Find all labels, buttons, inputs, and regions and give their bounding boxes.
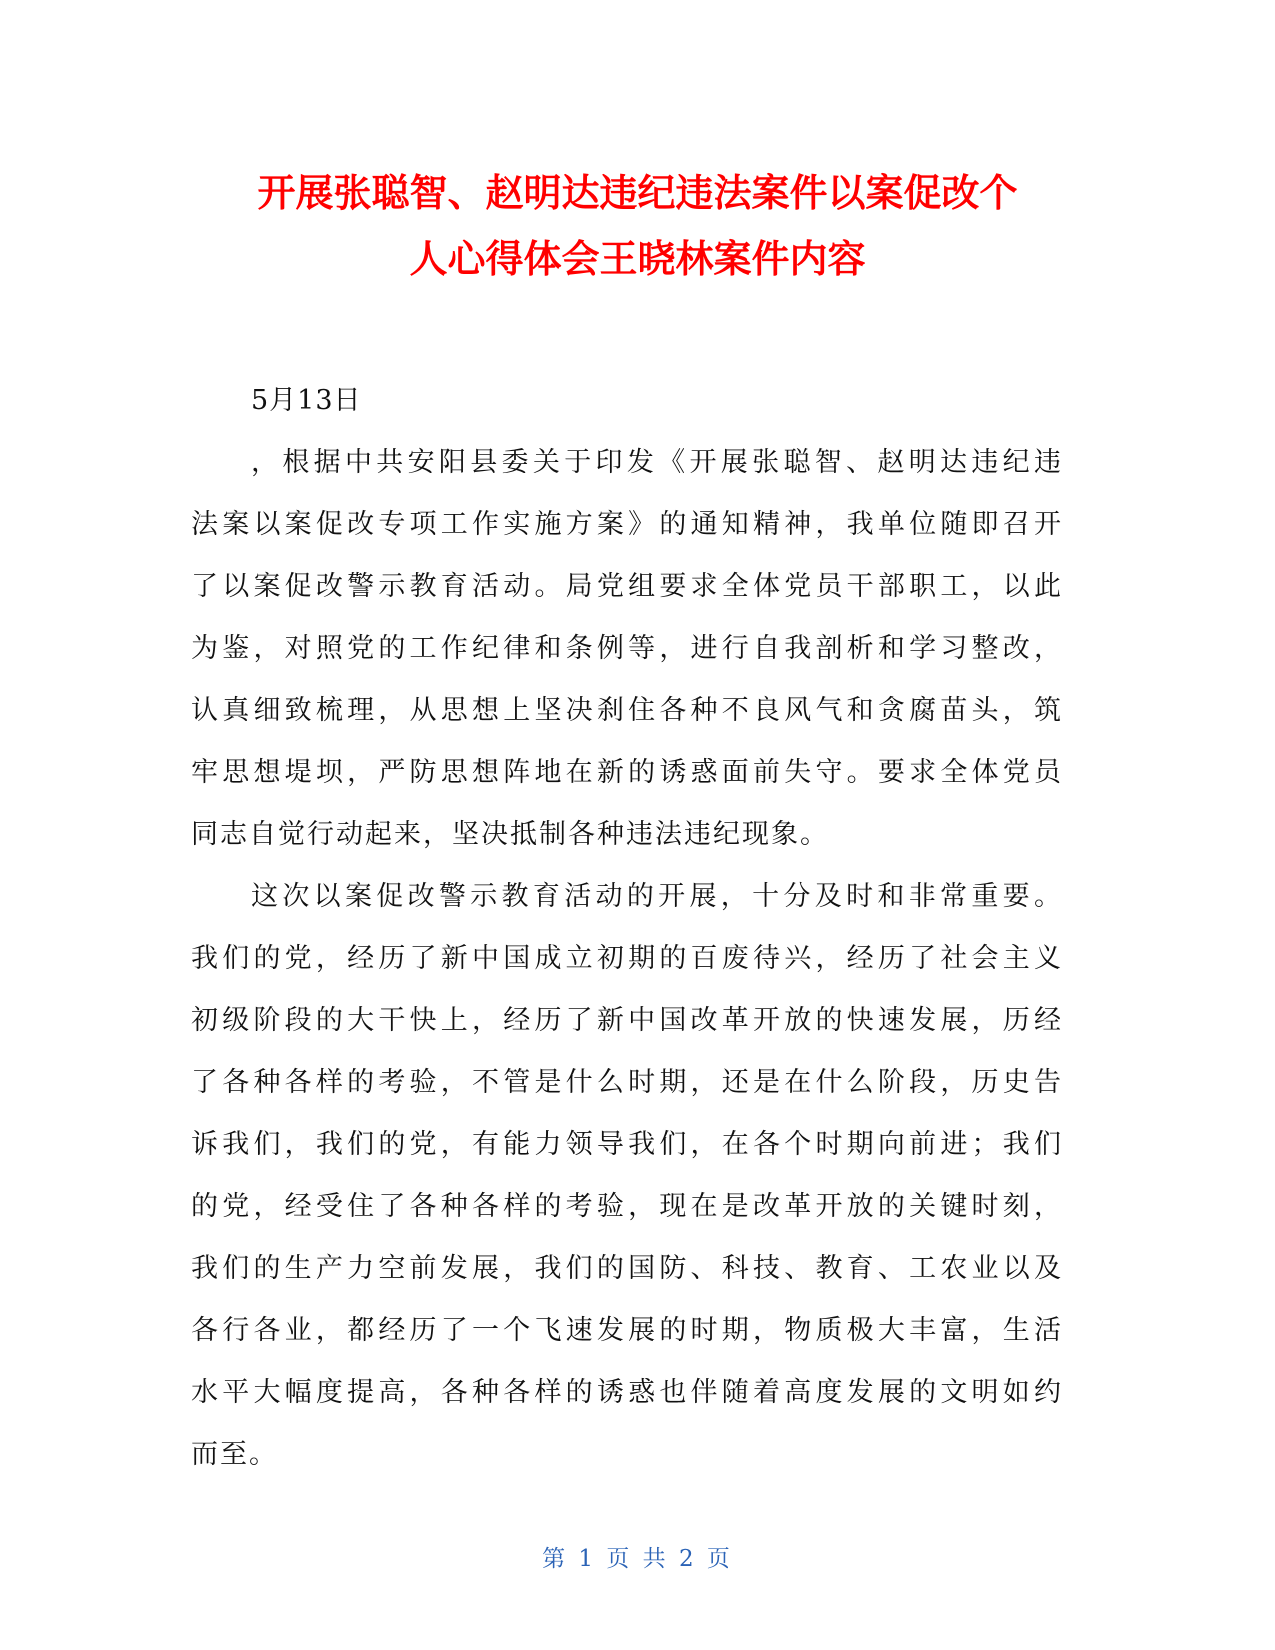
paragraph-2 bbox=[191, 866, 1063, 1486]
title-line-1: 开展张聪智、赵明达违纪违法案件以案促改个 bbox=[257, 171, 1018, 215]
paragraph-line: 我们的生产力空前发展，我们的国防、科技、教育、工农业以及 bbox=[191, 1253, 1063, 1284]
paragraph-line: 了以案促改警示教育活动。局党组要求全体党员干部职工，以此 bbox=[191, 571, 1063, 602]
paragraph-line: 各行各业，都经历了一个飞速发展的时期，物质极大丰富，生活 bbox=[191, 1315, 1063, 1346]
document-title bbox=[170, 160, 1105, 292]
paragraph-line: 了各种各样的考验，不管是什么时期，还是在什么阶段，历史告 bbox=[191, 1067, 1063, 1098]
paragraph-line: 而至。 bbox=[191, 1439, 278, 1470]
date-line: 5月13日 bbox=[251, 385, 362, 416]
paragraph-line: 水平大幅度提高，各种各样的诱惑也伴随着高度发展的文明如约 bbox=[191, 1377, 1063, 1408]
paragraph-line: 诉我们，我们的党，有能力领导我们，在各个时期向前进；我们 bbox=[191, 1129, 1063, 1160]
paragraph-line: 牢思想堤坝，严防思想阵地在新的诱惑面前失守。要求全体党员 bbox=[191, 757, 1063, 788]
document-body bbox=[191, 370, 1063, 1486]
paragraph-line: 的党，经受住了各种各样的考验，现在是改革开放的关键时刻， bbox=[191, 1191, 1063, 1222]
paragraph-line: 为鉴，对照党的工作纪律和条例等，进行自我剖析和学习整改， bbox=[191, 633, 1063, 664]
paragraph-line: 这次以案促改警示教育活动的开展，十分及时和非常重要。 bbox=[251, 881, 1063, 912]
paragraph-1 bbox=[191, 432, 1063, 866]
paragraph-line: 法案以案促改专项工作实施方案》的通知精神，我单位随即召开 bbox=[191, 509, 1063, 540]
title-line-2: 人心得体会王晓林案件内容 bbox=[409, 237, 866, 281]
paragraph-line: 同志自觉行动起来，坚决抵制各种违法违纪现象。 bbox=[191, 819, 829, 850]
paragraph-line: ，根据中共安阳县委关于印发《开展张聪智、赵明达违纪违 bbox=[251, 447, 1063, 478]
paragraph-line: 我们的党，经历了新中国成立初期的百废待兴，经历了社会主义 bbox=[191, 943, 1063, 974]
paragraph-line: 认真细致梳理，从思想上坚决刹住各种不良风气和贪腐苗头，筑 bbox=[191, 695, 1063, 726]
page-footer: 第 1 页 共 2 页 bbox=[542, 1546, 733, 1572]
paragraph-line: 初级阶段的大干快上，经历了新中国改革开放的快速发展，历经 bbox=[191, 1005, 1063, 1036]
